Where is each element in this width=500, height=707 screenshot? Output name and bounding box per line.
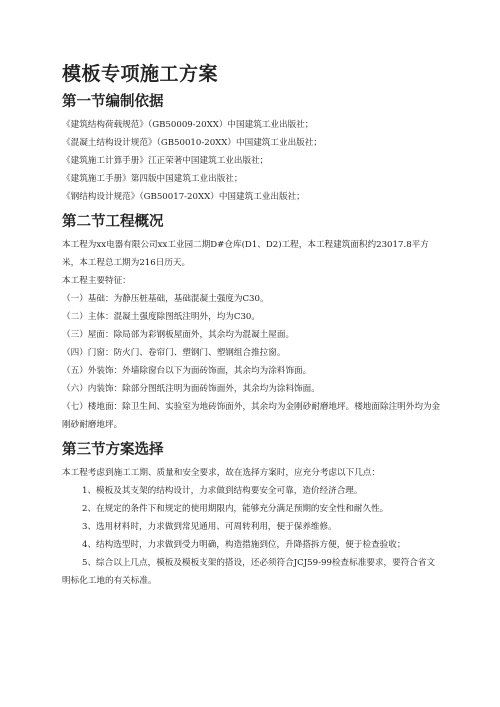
reference-item: 《建筑施工计算手册》江正荣著中国建筑工业出版社； xyxy=(62,156,269,166)
overview-paragraph: 本工程为xx电器有限公司xx工业园二期D#仓库(D1、D2)工程，本工程建筑面积约23017.8平方米，本工程总工期为216日历天。 xyxy=(62,240,429,268)
feature-item: （七）楼地面：除卫生间、实验室为地砖饰面外，其余均为金刚砂耐磨地坪。楼地面除注明外均为金刚砂耐磨地坪。 xyxy=(62,402,441,430)
feature-item: （二）主体：混凝土强度除图纸注明外，均为C30。 xyxy=(62,312,260,322)
section-heading-selection: 第三节方案选择 xyxy=(62,441,164,458)
reference-item: 《混凝土结构设计规范》（GB50010-20XX）中国建筑工业出版社； xyxy=(62,138,322,148)
document-title: 模板专项施工方案 xyxy=(62,63,219,85)
feature-item: （三）屋面：除局部为彩钢板屋面外，其余均为混凝土屋面。 xyxy=(62,330,295,340)
reference-item: 《建筑结构荷载规范》（GB50009-20XX）中国建筑工业出版社； xyxy=(62,120,314,130)
section-heading-basis: 第一节编制依据 xyxy=(62,93,164,110)
feature-item: （四）门窗：防火门、卷帘门、塑钢门、塑钢组合推拉窗。 xyxy=(62,348,286,358)
selection-item: 1、模板及其支架的结构设计，力求做到结构要安全可靠，造价经济合理。 xyxy=(82,486,363,496)
selection-item: 4、结构选型时，力求做到受力明确，构造措施到位，升降搭拆方便，便于检查验收； xyxy=(82,540,406,550)
feature-item: （六）内装饰：除部分图纸注明为面砖饰面外，其余均为涂料饰面。 xyxy=(62,384,320,394)
feature-item: （一）基础：为静压桩基础，基础混凝土强度为C30。 xyxy=(62,294,269,304)
selection-intro: 本工程考虑到施工工期、质量和安全要求，故在选择方案时，应充分考虑以下几点： xyxy=(62,468,380,478)
selection-item: 3、选用材料时，力求做到常见通用、可周转利用，便于保养维修。 xyxy=(82,522,337,532)
document-page xyxy=(62,62,442,590)
feature-item: （五）外装饰：外墙除窗台以下为面砖饰面，其余均为涂料饰面。 xyxy=(62,366,312,376)
section-heading-overview: 第二节工程概况 xyxy=(62,213,164,230)
reference-item: 《钢结构设计规范》（GB50017-20XX）中国建筑工业出版社； xyxy=(62,192,305,202)
selection-item: 5、综合以上几点，模板及模板支架的搭设，还必须符合JCJ59-99检查标准要求，要符合省文明标化工地的有关标准。 xyxy=(62,558,436,586)
feature-item: 本工程主要特征： xyxy=(62,276,131,286)
selection-item: 2、在规定的条件下和规定的使用期限内，能够充分满足预期的安全性和耐久性。 xyxy=(82,504,389,514)
reference-item: 《建筑施工手册》第四版中国建筑工业出版社； xyxy=(62,174,243,184)
